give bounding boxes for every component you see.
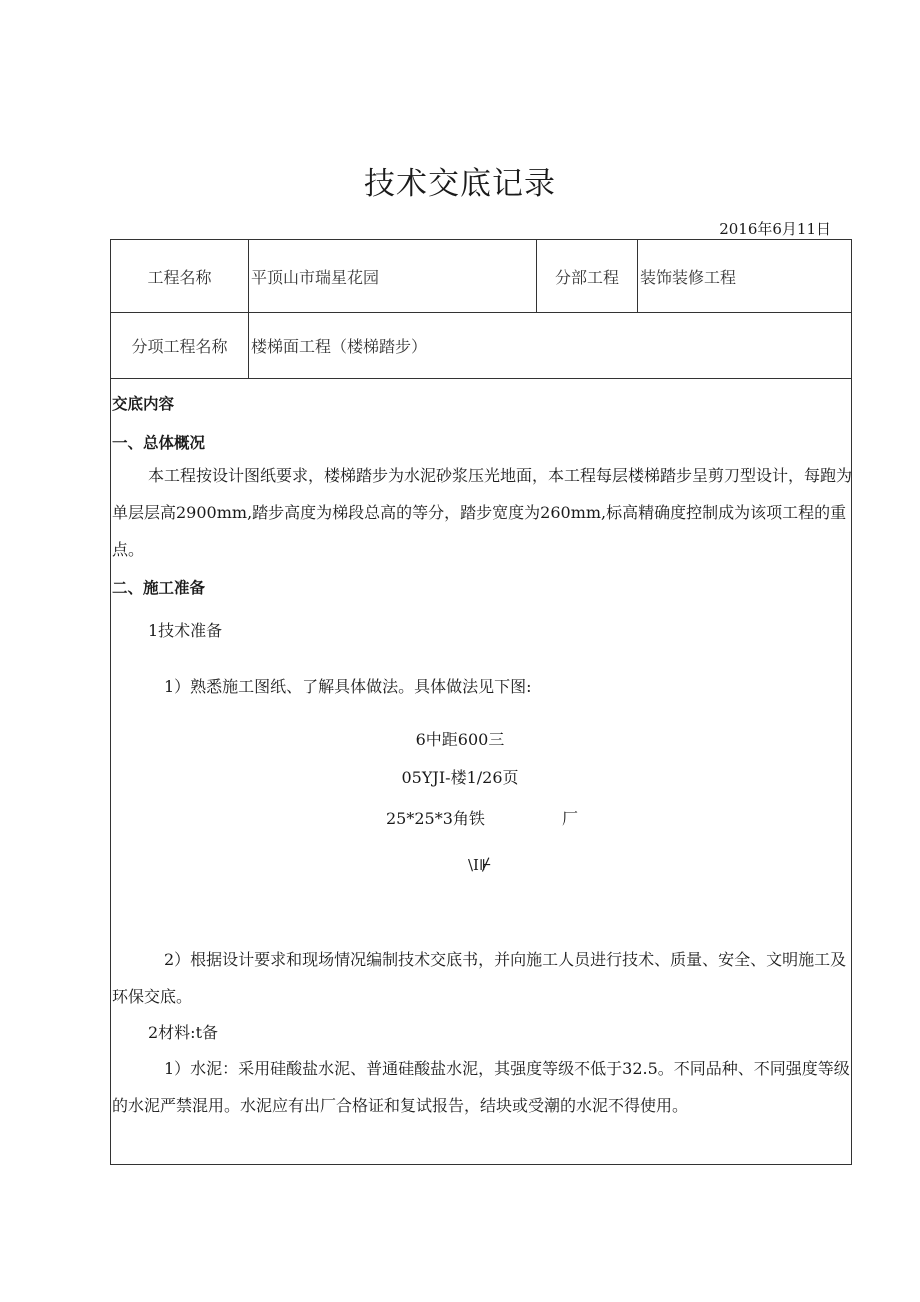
- table-divider: [637, 239, 638, 312]
- subitem-value: 楼梯面工程（楼梯踏步）: [251, 337, 428, 356]
- list-item: 2）根据设计要求和现场情况编制技术交底书，并向施工人员进行技术、质量、安全、文明施工及环保交底。: [112, 950, 847, 1006]
- figure-caption: 25*25*3角铁: [386, 809, 485, 828]
- figure-caption: 6中距600三: [415, 730, 505, 749]
- section-heading: 一、总体概况: [112, 434, 206, 452]
- section-label: 交底内容: [112, 395, 175, 413]
- division-value: 装饰装修工程: [640, 267, 737, 287]
- table-divider: [248, 239, 249, 378]
- list-item: 1技术准备: [148, 621, 223, 640]
- overview-paragraph: 本工程按设计图纸要求，楼梯踏步为水泥砂浆压光地面，本工程每层楼梯踏步呈剪刀型设计，每跑为单层层高2900mm,踏步高度为梯段总高的等分，踏步宽度为260mm,标高精确度控制成为该项工程的重点。: [112, 466, 853, 559]
- division-label: 分部工程: [554, 267, 619, 287]
- document-title: 技术交底记录: [364, 166, 556, 202]
- subitem-label: 分项工程名称: [131, 337, 228, 356]
- list-item: 1）水泥：采用硅酸盐水泥、普通硅酸盐水泥，其强度等级不低于32.5。不同品种、不同强度等级的水泥严禁混用。水泥应有出厂合格证和复试报告，结块或受潮的水泥不得使用。: [112, 1059, 850, 1115]
- project-name-label: 工程名称: [147, 267, 212, 287]
- section-heading: 二、施工准备: [112, 579, 206, 597]
- figure-mark: 厂: [562, 809, 579, 828]
- figure-fragment: \Ⅰ⊮: [468, 856, 492, 874]
- list-item: 1）熟悉施工图纸、了解具体做法。具体做法见下图:: [164, 677, 532, 696]
- table-divider: [110, 378, 852, 379]
- figure-caption: 05YJI-楼1/26页: [401, 768, 519, 787]
- project-name-value: 平顶山市瑞星花园: [251, 267, 380, 287]
- list-item: 2材料:t备: [148, 1023, 219, 1042]
- record-date: 2016年6月11日: [719, 220, 831, 238]
